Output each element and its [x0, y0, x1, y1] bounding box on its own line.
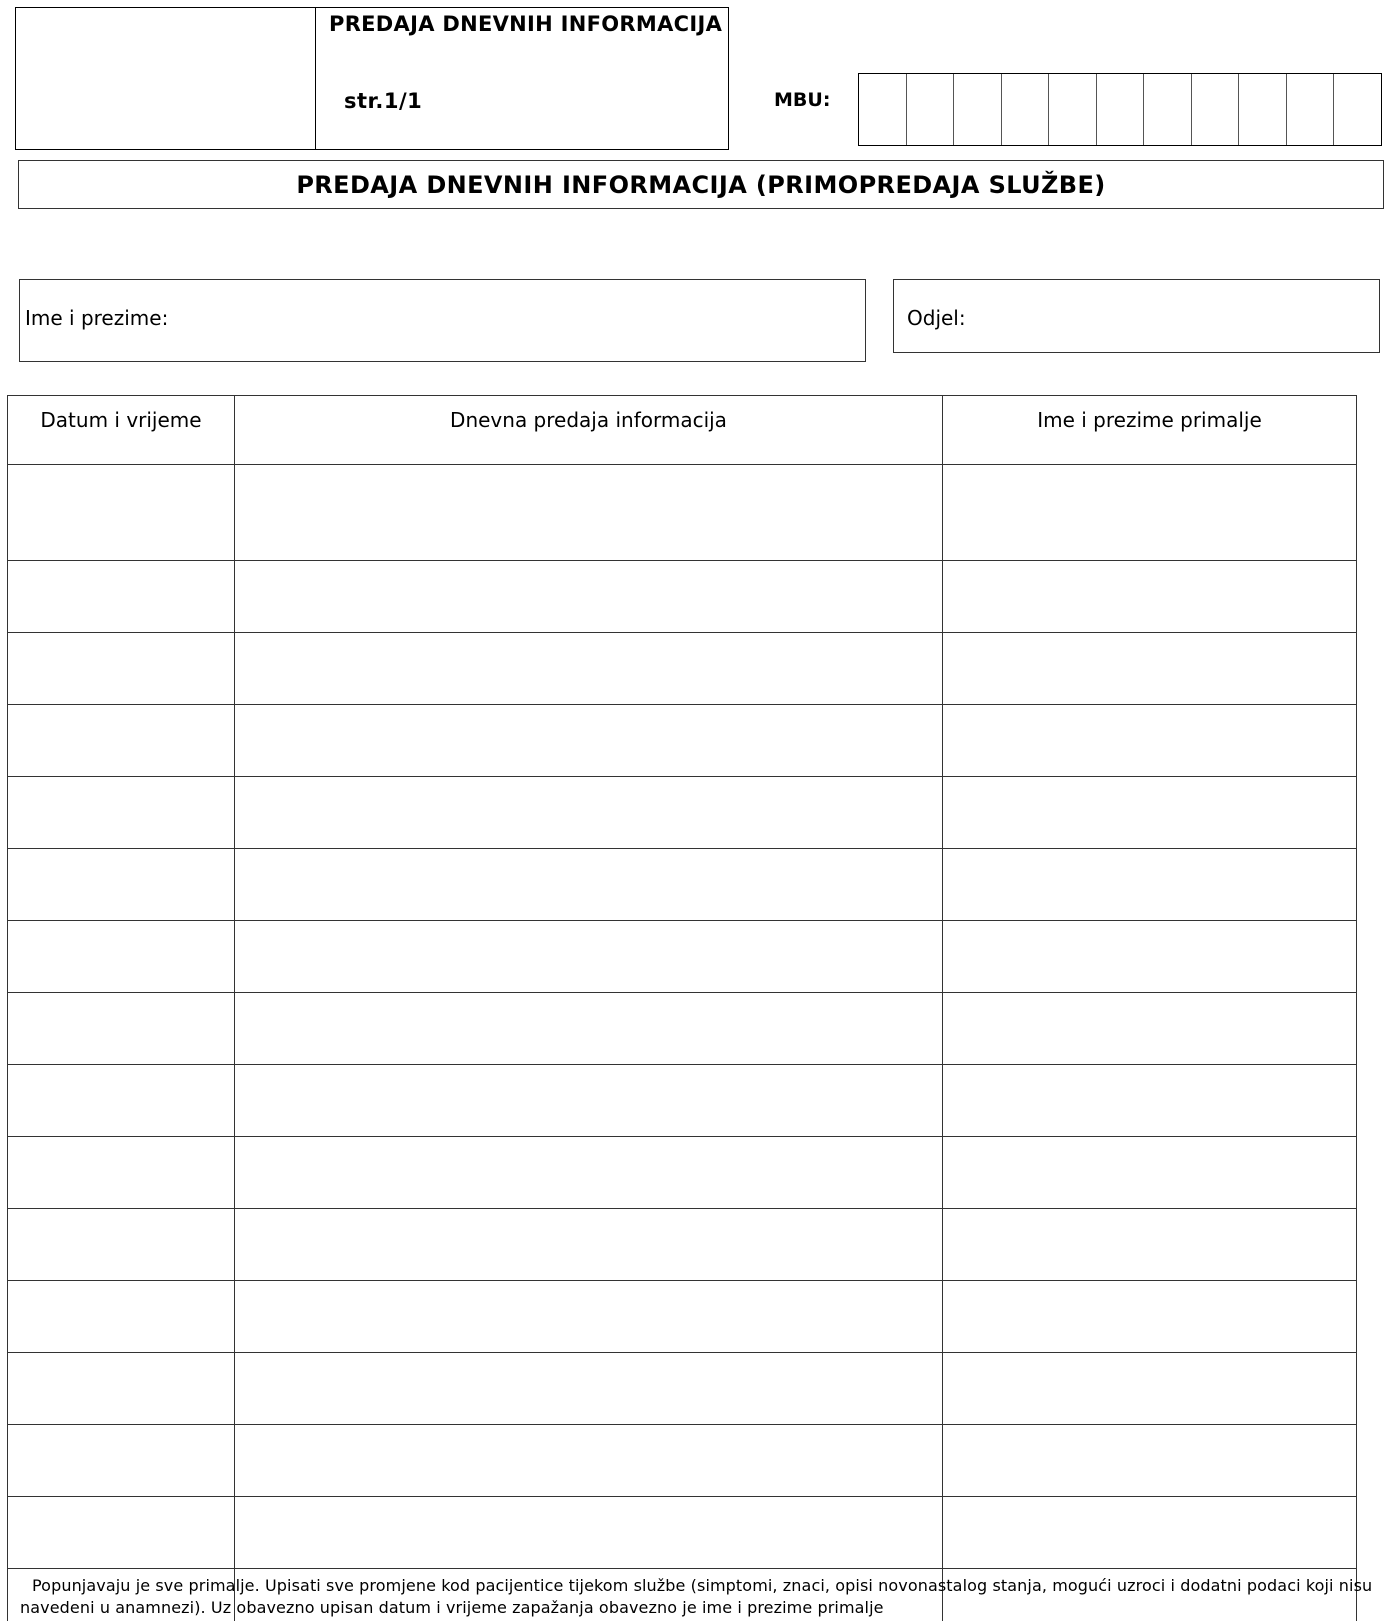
table-row	[8, 777, 1357, 849]
daily-info-cell[interactable]	[235, 561, 943, 633]
footer-instructions: Popunjavaju je sve primalje. Upisati sve promjene kod pacijentice tijekom službe (simptomi, znaci, opisi novonastalog stanja, mogući uzroci i dodatni podaci koji nisu navedeni u anamnezi). Uz obavezno upisan datum i vrijeme zapažanja obavezno je ime i prezime primalje	[20, 1576, 1373, 1617]
midwife-name-cell[interactable]	[943, 1353, 1357, 1425]
table-row	[8, 921, 1357, 993]
table-row	[8, 993, 1357, 1065]
mbu-digit-cell[interactable]	[1049, 74, 1097, 145]
table-row	[8, 1281, 1357, 1353]
mbu-digit-cell[interactable]	[1334, 74, 1381, 145]
name-field[interactable]	[19, 279, 866, 362]
datetime-cell[interactable]	[8, 849, 235, 921]
table-row	[8, 465, 1357, 561]
table-row	[8, 633, 1357, 705]
daily-info-cell[interactable]	[235, 1065, 943, 1137]
form-title: PREDAJA DNEVNIH INFORMACIJA	[329, 12, 723, 36]
midwife-name-cell[interactable]	[943, 1425, 1357, 1497]
logo-cell	[16, 8, 316, 149]
midwife-name-cell[interactable]	[943, 849, 1357, 921]
page-number: str.1/1	[344, 89, 423, 113]
midwife-name-cell[interactable]	[943, 993, 1357, 1065]
daily-info-cell[interactable]	[235, 705, 943, 777]
mbu-digit-cell[interactable]	[1287, 74, 1335, 145]
mbu-digit-cell[interactable]	[1144, 74, 1192, 145]
mbu-digit-cell[interactable]	[1097, 74, 1145, 145]
datetime-cell[interactable]	[8, 1497, 235, 1569]
datetime-cell[interactable]	[8, 921, 235, 993]
datetime-cell[interactable]	[8, 1065, 235, 1137]
column-header-midwife-name: Ime i prezime primalje	[943, 396, 1357, 465]
daily-info-cell[interactable]	[235, 1209, 943, 1281]
table-row	[8, 705, 1357, 777]
table-row	[8, 1065, 1357, 1137]
daily-info-cell[interactable]	[235, 993, 943, 1065]
table-row	[8, 1209, 1357, 1281]
table-row	[8, 561, 1357, 633]
mbu-digit-cell[interactable]	[859, 74, 907, 145]
datetime-cell[interactable]	[8, 777, 235, 849]
form-header	[15, 7, 729, 150]
daily-info-cell[interactable]	[235, 1497, 943, 1569]
midwife-name-cell[interactable]	[943, 1065, 1357, 1137]
form-banner	[18, 160, 1384, 209]
datetime-cell[interactable]	[8, 1281, 235, 1353]
datetime-cell[interactable]	[8, 705, 235, 777]
midwife-name-cell[interactable]	[943, 633, 1357, 705]
department-field[interactable]	[893, 279, 1380, 353]
daily-info-cell[interactable]	[235, 1353, 943, 1425]
midwife-name-cell[interactable]	[943, 1209, 1357, 1281]
midwife-name-cell[interactable]	[943, 705, 1357, 777]
daily-info-cell[interactable]	[235, 1425, 943, 1497]
datetime-cell[interactable]	[8, 1425, 235, 1497]
midwife-name-cell[interactable]	[943, 777, 1357, 849]
mbu-digit-cell[interactable]	[1002, 74, 1050, 145]
datetime-cell[interactable]	[8, 1209, 235, 1281]
mbu-digit-cell[interactable]	[1192, 74, 1240, 145]
mbu-digit-cell[interactable]	[1239, 74, 1287, 145]
datetime-cell[interactable]	[8, 633, 235, 705]
datetime-cell[interactable]	[8, 993, 235, 1065]
datetime-cell[interactable]	[8, 1353, 235, 1425]
midwife-name-cell[interactable]	[943, 1137, 1357, 1209]
table-row	[8, 1497, 1357, 1569]
datetime-cell[interactable]	[8, 1137, 235, 1209]
daily-info-cell[interactable]	[235, 849, 943, 921]
midwife-name-cell[interactable]	[943, 1497, 1357, 1569]
table-row	[8, 849, 1357, 921]
daily-info-cell[interactable]	[235, 465, 943, 561]
mbu-digit-cell[interactable]	[954, 74, 1002, 145]
midwife-name-cell[interactable]	[943, 921, 1357, 993]
daily-info-cell[interactable]	[235, 633, 943, 705]
table-header-row	[8, 396, 1357, 465]
mbu-label: MBU:	[774, 89, 831, 111]
daily-info-cell[interactable]	[235, 1281, 943, 1353]
banner-title: PREDAJA DNEVNIH INFORMACIJA (PRIMOPREDAJA SLUŽBE)	[296, 170, 1106, 199]
table-body	[8, 465, 1357, 1621]
datetime-cell[interactable]	[8, 465, 235, 561]
midwife-name-cell[interactable]	[943, 561, 1357, 633]
mbu-input-grid	[858, 73, 1382, 146]
datetime-cell[interactable]	[8, 561, 235, 633]
daily-info-cell[interactable]	[235, 777, 943, 849]
mbu-digit-cell[interactable]	[907, 74, 955, 145]
column-header-daily-info: Dnevna predaja informacija	[235, 396, 943, 465]
midwife-name-cell[interactable]	[943, 465, 1357, 561]
table-row	[8, 1425, 1357, 1497]
table-row	[8, 1353, 1357, 1425]
department-label: Odjel:	[907, 306, 966, 330]
table-row	[8, 1137, 1357, 1209]
column-header-datetime: Datum i vrijeme	[8, 396, 235, 465]
midwife-name-cell[interactable]	[943, 1281, 1357, 1353]
handover-table	[7, 395, 1357, 1621]
daily-info-cell[interactable]	[235, 1137, 943, 1209]
name-label: Ime i prezime:	[25, 306, 169, 330]
daily-info-cell[interactable]	[235, 921, 943, 993]
